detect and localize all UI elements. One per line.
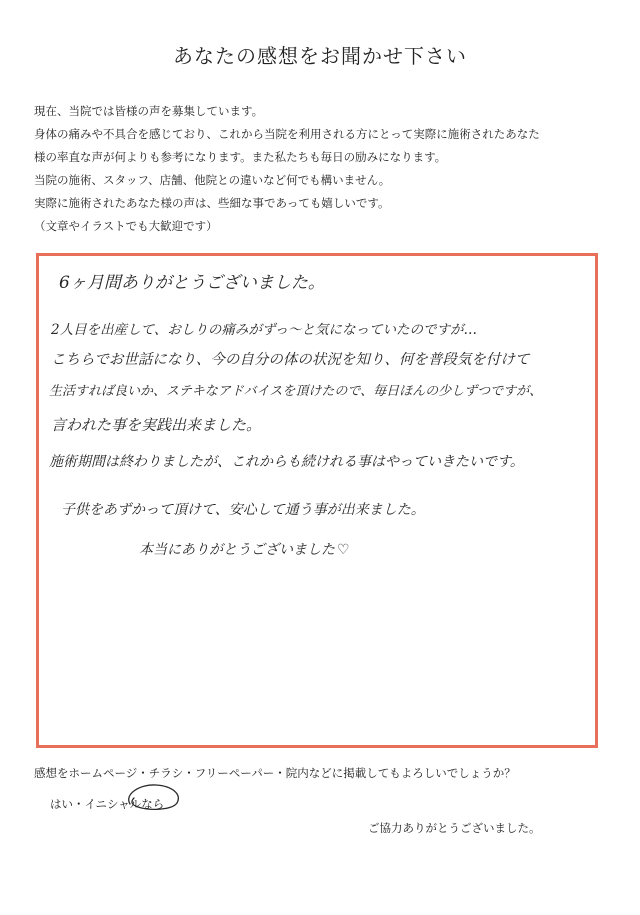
- form-title: あなたの感想をお聞かせ下さい: [173, 44, 467, 68]
- intro-line: 現在、当院では皆様の声を募集しています。: [34, 104, 264, 118]
- handwritten-line: こちらでお世話になり、今の自分の体の状況を知り、何を普段気を付けて: [51, 352, 530, 368]
- handwritten-line: 子供をあずかって頂けて、安心して通う事が出来ました。: [61, 502, 425, 518]
- thanks-message: ご協力ありがとうございました。: [368, 821, 541, 835]
- heart-icon: ♡: [337, 542, 350, 558]
- handwritten-line: 言われた事を実践出来ました。: [51, 416, 262, 434]
- handwritten-line: 本当にありがとうございました: [139, 542, 335, 558]
- intro-line: 実際に施術されたあなた様の声は、些細な事であっても嬉しいです。: [34, 196, 390, 210]
- intro-text: [34, 100, 624, 238]
- handwritten-line: 6ヶ月間ありがとうございました。: [59, 273, 325, 293]
- handwritten-line: 施術期間は終わりましたが、これからも続けれる事はやっていきたいです。: [49, 454, 524, 470]
- handwritten-line: 生活すれば良いか、ステキなアドバイスを頂けたので、毎日ほんの少しずつですが、: [49, 384, 543, 399]
- handwritten-line: 2人目を出産して、おしりの痛みがずっ〜と気になっていたのですが…: [51, 322, 478, 338]
- publish-question: 感想をホームページ・チラシ・フリーペーパー・院内などに掲載してもよろしいでしょうか？: [34, 766, 516, 780]
- intro-line: （文章やイラストでも大歓迎です）: [34, 219, 218, 233]
- answer-box: [36, 253, 598, 748]
- handwritten-closing: [139, 539, 350, 559]
- intro-line: 当院の施術、スタッフ、店舗、他院との違いなど何でも構いません。: [34, 173, 391, 187]
- publish-answer: はい・イニシャルなら: [50, 797, 165, 811]
- intro-line: 身体の痛みや不具合を感じており、これから当院を利用される方にとって実際に施術されたあなた: [34, 127, 540, 141]
- intro-line: 様の率直な声が何よりも参考になります。また私たちも毎日の励みになります。: [34, 150, 447, 164]
